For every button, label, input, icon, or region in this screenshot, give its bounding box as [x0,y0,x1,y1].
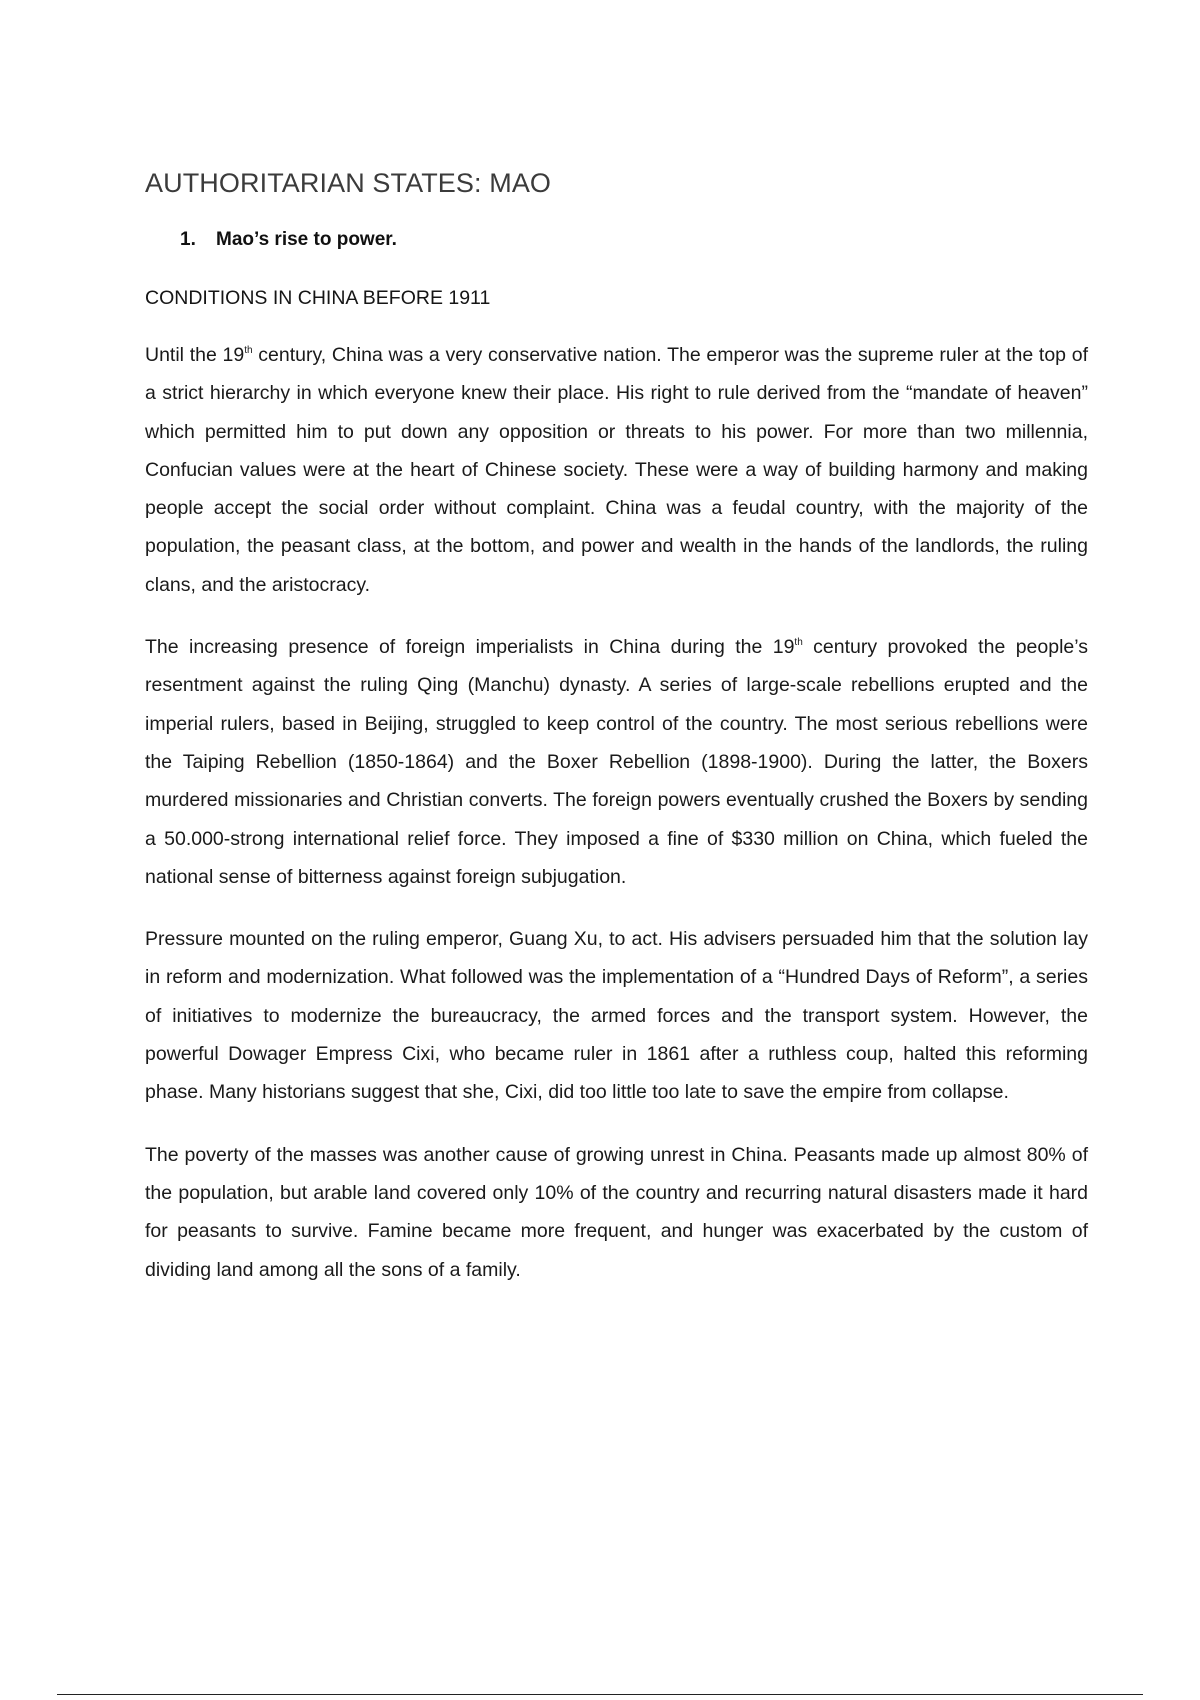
paragraph-2-text-a: The increasing presence of foreign imperialists in China during the 19 [145,636,795,659]
paragraph-2-text-b: century provoked the people’s resentment against the ruling Qing (Manchu) dynasty. A series of large-scale rebellions erupted and the imperial rulers, based in Beijing, struggled to keep control of the country. The most serious rebellions were the Taiping Rebellion (1850-1864) and the Boxer Rebellion (1898-1900). During the latter, the Boxers murdered missionaries and Christian converts. The foreign powers eventually crushed the Boxers by sending a 50.000-strong international relief force. They imposed a fine of $330 million on China, which fueled the national sense of bitterness against foreign subjugation. [145,636,1088,888]
paragraph-1 [145,336,1088,604]
paragraph-1-text-b: century, China was a very conservative nation. The emperor was the supreme ruler at the top of a strict hierarchy in which everyone knew their place. His right to rule derived from the “mandate of heaven” which permitted him to put down any opposition or threats to his power. For more than two millennia, Confucian values were at the heart of Chinese society. These were a way of building harmony and making people accept the social order without complaint. China was a feudal country, with the majority of the population, the peasant class, at the bottom, and power and wealth in the hands of the landlords, the ruling clans, and the aristocracy. [145,344,1088,596]
section-number: 1. [180,229,196,250]
superscript: th [244,344,253,356]
paragraph-4: The poverty of the masses was another cause of growing unrest in China. Peasants made up almost 80% of the population, but arable land covered only 10% of the country and recurring natural disasters made it hard for peasants to survive. Famine became more frequent, and hunger was exacerbated by the custom of dividing land among all the sons of a family. [145,1143,1088,1281]
footer-divider [57,1694,1143,1695]
section-label: Mao’s rise to power. [216,229,397,250]
subheading: CONDITIONS IN CHINA BEFORE 1911 [145,287,491,309]
paragraph-2 [145,628,1088,896]
section-heading [180,229,1088,251]
superscript: th [794,636,803,648]
paragraph-3: Pressure mounted on the ruling emperor, Guang Xu, to act. His advisers persuaded him that the solution lay in reform and modernization. What followed was the implementation of a “Hundred Days of Reform”, a series of initiatives to modernize the bureaucracy, the armed forces and the transport system. However, the powerful Dowager Empress Cixi, who became ruler in 1861 after a ruthless coup, halted this reforming phase. Many historians suggest that she, Cixi, did too little too late to save the empire from collapse. [145,928,1088,1104]
document-page [145,168,1088,1313]
paragraph-1-text-a: Until the 19 [145,344,245,366]
document-title: AUTHORITARIAN STATES: MAO [145,168,552,198]
